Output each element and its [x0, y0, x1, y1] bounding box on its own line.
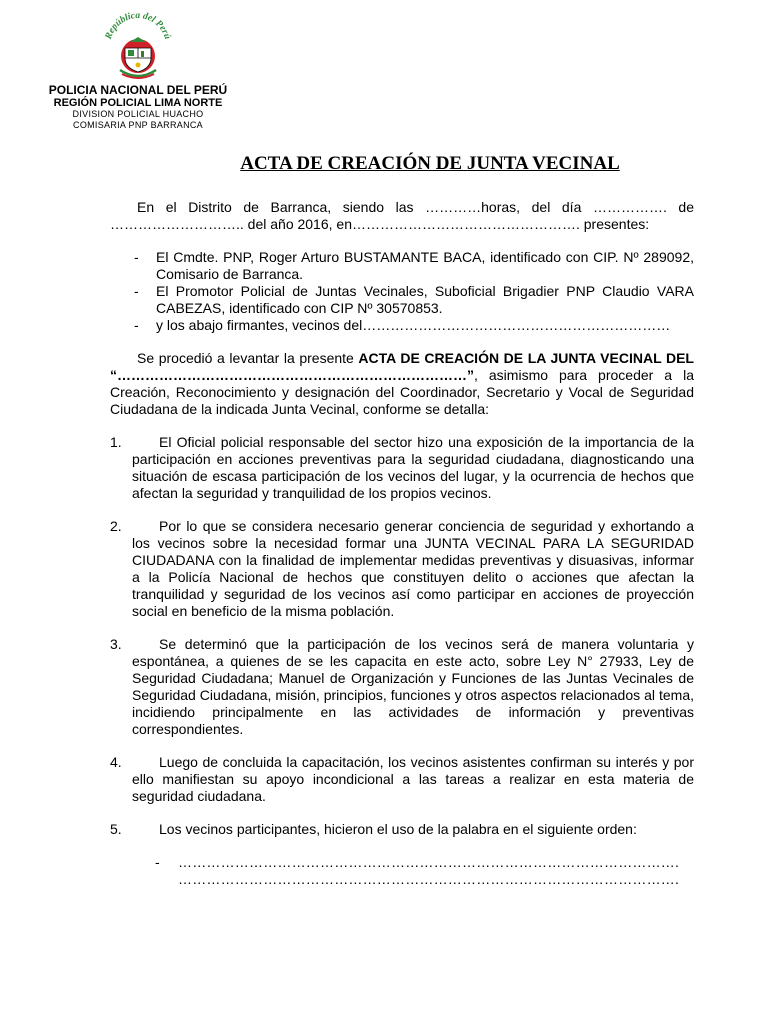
station-name: COMISARIA PNP BARRANCA: [73, 120, 203, 130]
procedure-bold-text: ACTA DE CREACIÓN DE LA JUNTA VECINAL DEL “…………………………………………………………………”: [110, 350, 694, 383]
list-item: - y los abajo firmantes, vecinos del…………………………………………………………: [134, 317, 671, 333]
list-item: 5. Los vecinos participantes, hicieron el uso de la palabra en el siguiente orden:: [110, 821, 637, 837]
list-item: - El Promotor Policial de Juntas Vecinales, Suboficial Brigadier PNP Claudio VARA CABEZAS, identificado con CIP Nº 30570853.: [134, 283, 694, 316]
list-item: 2. Por lo que se considera necesario generar conciencia de seguridad y exhortando a los vecinos sobre la necesidad formar una JUNTA VECINAL PARA LA SEGURIDAD CIUDADANA con la finalidad de implementar medidas preventivas y disuasivas, informar a la Policía Nacional de hechos que constituyen delito o acciones que afectan la tranquilidad y seguridad de los vecinos así como participar en acciones de proyección social en beneficio de la misma población.: [110, 518, 694, 619]
list-item: 4. Luego de concluida la capacitación, los vecinos asistentes confirman su interés y por ello manifiestan su apoyo incondicional a las tareas a realizar en esta materia de seguridad ciudadana.: [110, 754, 694, 804]
speaker-line: …………………………………………………………………………………………….: [178, 871, 680, 887]
intro-paragraph: En el Distrito de Barranca, siendo las …………horas, del día ……………. de ……………………….. del año 2016, en…………………………………………. presentes:: [110, 199, 694, 232]
letterhead: [28, 10, 248, 131]
document-body: [110, 199, 694, 888]
division-name: DIVISION POLICIAL HUACHO: [72, 109, 204, 119]
document-title: ACTA DE CREACIÓN DE JUNTA VECINAL: [240, 153, 620, 174]
procedure-paragraph: Se procedió a levantar la presente ACTA DE CREACIÓN DE LA JUNTA VECINAL DEL “…………………………………………………………………”, asimismo para proceder a la Creación, Reconocimiento y designación del Coordinador, Secretario y Vocal de Seguridad Ciudadana de la indicada Junta Vecinal, conforme se detalla:: [110, 350, 694, 417]
attendee-list: [110, 249, 694, 334]
points-container: [0, 434, 694, 838]
speaker-line: - …………………………………………………………………………………………….: [155, 854, 680, 870]
list-item: - El Cmdte. PNP, Roger Arturo BUSTAMANTE BACA, identificado con CIP. Nº 289092, Comisario de Barranca.: [134, 249, 694, 282]
speaker-lines: [110, 854, 694, 888]
svg-text:República del Perú: [104, 11, 172, 42]
org-name: POLICIA NACIONAL DEL PERÚ: [48, 83, 228, 97]
list-item: 1. El Oficial policial responsable del sector hizo una exposición de la importancia de la participación en acciones preventivas para la seguridad ciudadana, diagnosticando una situación de escasa participación de los vecinos del lugar, y la ocurrencia de hechos que afectan la seguridad y tranquilidad de los propios vecinos.: [110, 434, 694, 501]
region-name: REGIÓN POLICIAL LIMA NORTE: [53, 97, 223, 109]
coat-of-arms-icon: [100, 10, 176, 82]
list-item: 3. Se determinó que la participación de los vecinos será de manera voluntaria y espontánea, a quienes de se les capacita en este acto, sobre Ley N° 27933, Ley de Seguridad Ciudadana; Manuel de Organización y Funciones de las Juntas Vecinales de Seguridad Ciudadana, misión, principios, funciones y otros aspectos relacionados al tema, incidiendo principalmente en las actividades de información y preventivas correspondientes.: [110, 636, 694, 737]
seal-arc-text: República del Perú: [103, 10, 173, 41]
